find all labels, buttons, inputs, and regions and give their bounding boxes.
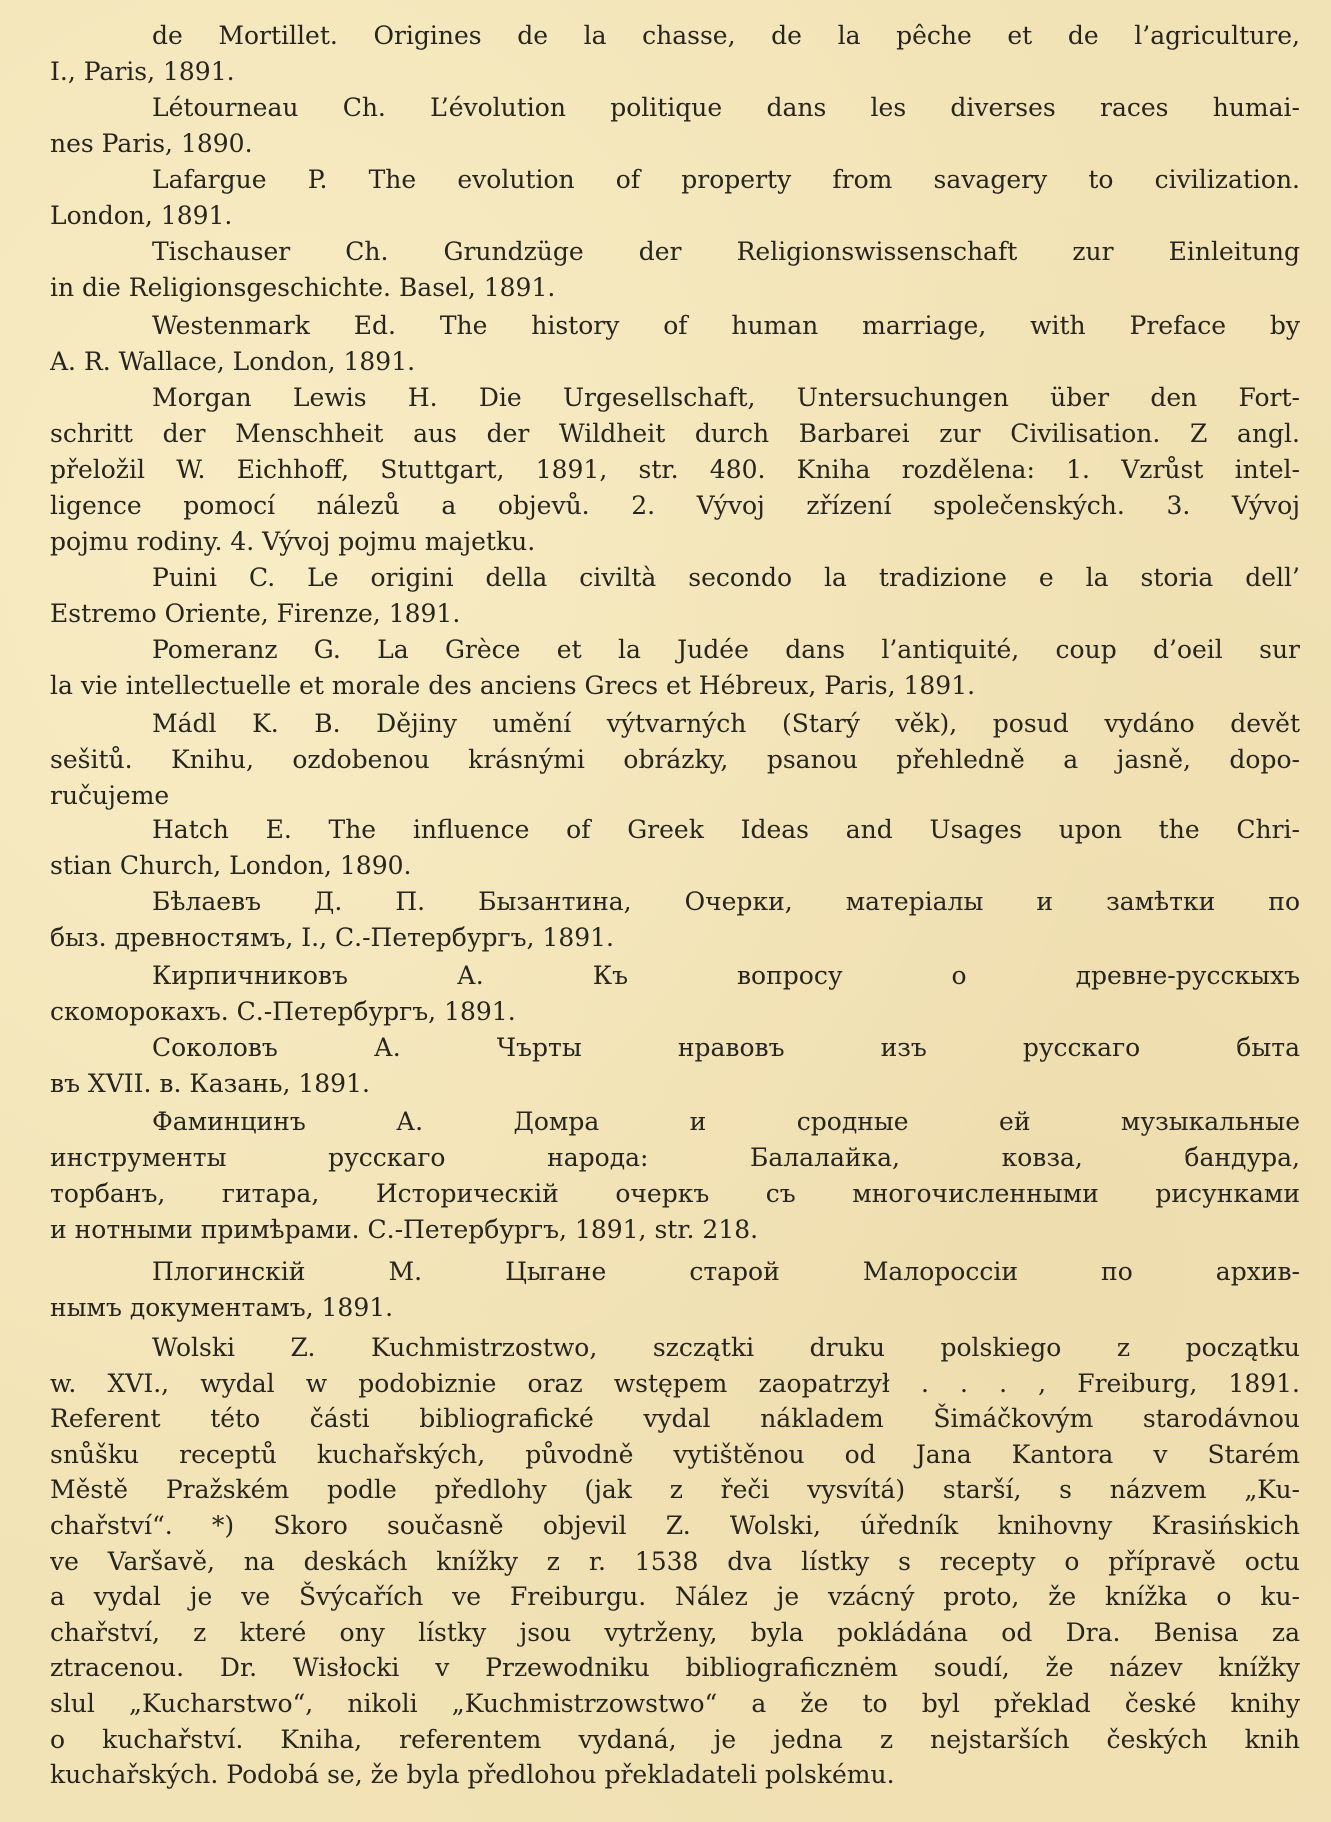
- entry-text-line: и нотными примѣрами. С.-Петербургъ, 1891, str. 218.: [50, 1215, 759, 1244]
- entry-text-line: ve Varšavě, na deskách knížky z r. 1538 dva lístky s recepty o přípravě octu: [50, 1546, 1300, 1576]
- entry-heading-line: Hatch E. The influence of Greek Ideas and Usages upon the Chri-: [152, 815, 1300, 844]
- entry-heading-line: Westenmark Ed. The history of human marriage, with Preface by: [152, 311, 1300, 340]
- entry-text-line: торбанъ, гитара, Историческій очеркъ съ многочисленными рисунками: [50, 1179, 1300, 1208]
- bibliography-entry: [50, 234, 1300, 306]
- entry-text-line: přeložil W. Eichhoff, Stuttgart, 1891, str. 480. Kniha rozdělena: 1. Vzrůst intel-: [50, 455, 1300, 484]
- entry-text-line: slul „Kucharstwo“, nikoli „Kuchmistrzowstwo“ a že to byl překlad české knihy: [50, 1688, 1300, 1718]
- bibliography-entry: [50, 90, 1300, 162]
- entry-text-line: быз. древностямъ, I., С.-Петербургъ, 1891.: [50, 923, 615, 952]
- entry-text-line: in die Religionsgeschichte. Basel, 1891.: [50, 273, 556, 302]
- bibliography-entry: [50, 884, 1300, 956]
- bibliography-entry: [50, 1030, 1300, 1102]
- entry-heading-line: Бѣлаевъ Д. П. Бызантина, Очерки, матеріалы и замѣтки по: [152, 887, 1300, 916]
- entry-heading-line: Létourneau Ch. L’évolution politique dans les diverses races humai-: [152, 93, 1300, 122]
- bibliography-entry: [50, 958, 1300, 1030]
- entry-heading-line: Соколовъ А. Чърты нравовъ изъ русскаго быта: [152, 1033, 1300, 1062]
- entry-text-line: sešitů. Knihu, ozdobenou krásnými obrázky, psanou přehledně a jasně, dopo-: [50, 745, 1300, 774]
- entry-text-line: o kuchařství. Kniha, referentem vydaná, je jedna z nejstarších českých knih: [50, 1724, 1300, 1754]
- entry-text-line: chařství“. *) Skoro současně objevil Z. Wolski, úředník knihovny Krasińskich: [50, 1510, 1300, 1540]
- entry-text-line: Referent této části bibliografické vydal nákladem Šimáčkovým starodávnou: [50, 1404, 1300, 1434]
- entry-heading-line: Wolski Z. Kuchmistrzostwo, szczątki druku polskiego z początku: [152, 1333, 1300, 1362]
- entry-text-line: въ XVII. в. Казань, 1891.: [50, 1069, 370, 1098]
- entry-heading-line: Фаминцинъ А. Домра и сродные ей музыкальные: [152, 1107, 1300, 1136]
- entry-heading-line: Morgan Lewis H. Die Urgesellschaft, Untersuchungen über den Fort-: [152, 383, 1300, 412]
- entry-text-line: ručujeme: [50, 781, 170, 810]
- bibliography-entry: [50, 560, 1300, 632]
- entry-text-line: нымъ документамъ, 1891.: [50, 1293, 394, 1322]
- bibliography-entry: [50, 706, 1300, 814]
- bibliography-entry: [50, 812, 1300, 884]
- entry-text-line: I., Paris, 1891.: [50, 57, 235, 86]
- entry-heading-line: de Mortillet. Origines de la chasse, de la pêche et de l’agriculture,: [152, 21, 1300, 50]
- bibliography-entry: [50, 380, 1300, 560]
- bibliography-entry: [50, 1104, 1300, 1248]
- entry-text-line: a vydal je ve Švýcařích ve Freiburgu. Nález je vzácný proto, že knížka o ku-: [50, 1582, 1300, 1612]
- entry-heading-line: Плогинскій М. Цыгане старой Малороссіи по архив-: [152, 1257, 1300, 1286]
- entry-text-line: Estremo Oriente, Firenze, 1891.: [50, 599, 461, 628]
- entry-text-line: инструменты русскаго народа: Балалайка, ковза, бандура,: [50, 1143, 1300, 1172]
- entry-heading-line: Mádl K. B. Dějiny umění výtvarných (Starý věk), posud vydáno devět: [152, 709, 1300, 738]
- entry-heading-line: Puini C. Le origini della civiltà secondo la tradizione e la storia dell’: [152, 563, 1300, 592]
- entry-text-line: скоморокахъ. С.-Петербургъ, 1891.: [50, 997, 516, 1026]
- entry-text-line: w. XVI., wydal w podobiznie oraz wstępem zaopatrzył . . . , Freiburg, 1891.: [50, 1368, 1300, 1398]
- entry-text-line: ztracenou. Dr. Wisłocki v Przewodniku bibliograficznėm soudí, že název knížky: [50, 1653, 1300, 1683]
- bibliography-entry: [50, 632, 1300, 704]
- entry-text-line: chařství, z které ony lístky jsou vytrženy, byla pokládána od Dra. Benisa za: [50, 1617, 1300, 1647]
- bibliography-entry: [50, 18, 1300, 90]
- entry-text-line: nes Paris, 1890.: [50, 129, 253, 158]
- entry-heading-line: Lafargue P. The evolution of property from savagery to civilization.: [152, 165, 1300, 194]
- bibliography-entry: [50, 1330, 1300, 1793]
- entry-text-line: stian Church, London, 1890.: [50, 851, 412, 880]
- entry-text-line: A. R. Wallace, London, 1891.: [50, 347, 416, 376]
- entry-text-line: ligence pomocí nálezů a objevů. 2. Vývoj zřízení společenských. 3. Vývoj: [50, 491, 1300, 520]
- entry-text-line: pojmu rodiny. 4. Vývoj pojmu majetku.: [50, 527, 536, 556]
- bibliography-entry: [50, 162, 1300, 234]
- entry-text-line: schritt der Menschheit aus der Wildheit durch Barbarei zur Civilisation. Z angl.: [50, 419, 1300, 448]
- bibliography-entry: [50, 1254, 1300, 1326]
- entry-text-line: kuchařských. Podobá se, že byla předlohou překladateli polskému.: [50, 1760, 895, 1790]
- entry-heading-line: Tischauser Ch. Grundzüge der Religionswissenschaft zur Einleitung: [152, 237, 1300, 266]
- entry-text-line: Městě Pražském podle předlohy (jak z řeči vysvítá) starší, s názvem „Ku-: [50, 1475, 1300, 1505]
- entry-text-line: snůšku receptů kuchařských, původně vytištěnou od Jana Kantora v Starém: [50, 1439, 1300, 1469]
- bibliography-entry: [50, 308, 1300, 380]
- entry-text-line: London, 1891.: [50, 201, 233, 230]
- entry-heading-line: Кирпичниковъ А. Къ вопросу о древне-русскыхъ: [152, 961, 1300, 990]
- entry-heading-line: Pomeranz G. La Grèce et la Judée dans l’antiquité, coup d’oeil sur: [152, 635, 1300, 664]
- entry-text-line: la vie intellectuelle et morale des anciens Grecs et Hébreux, Paris, 1891.: [50, 671, 976, 700]
